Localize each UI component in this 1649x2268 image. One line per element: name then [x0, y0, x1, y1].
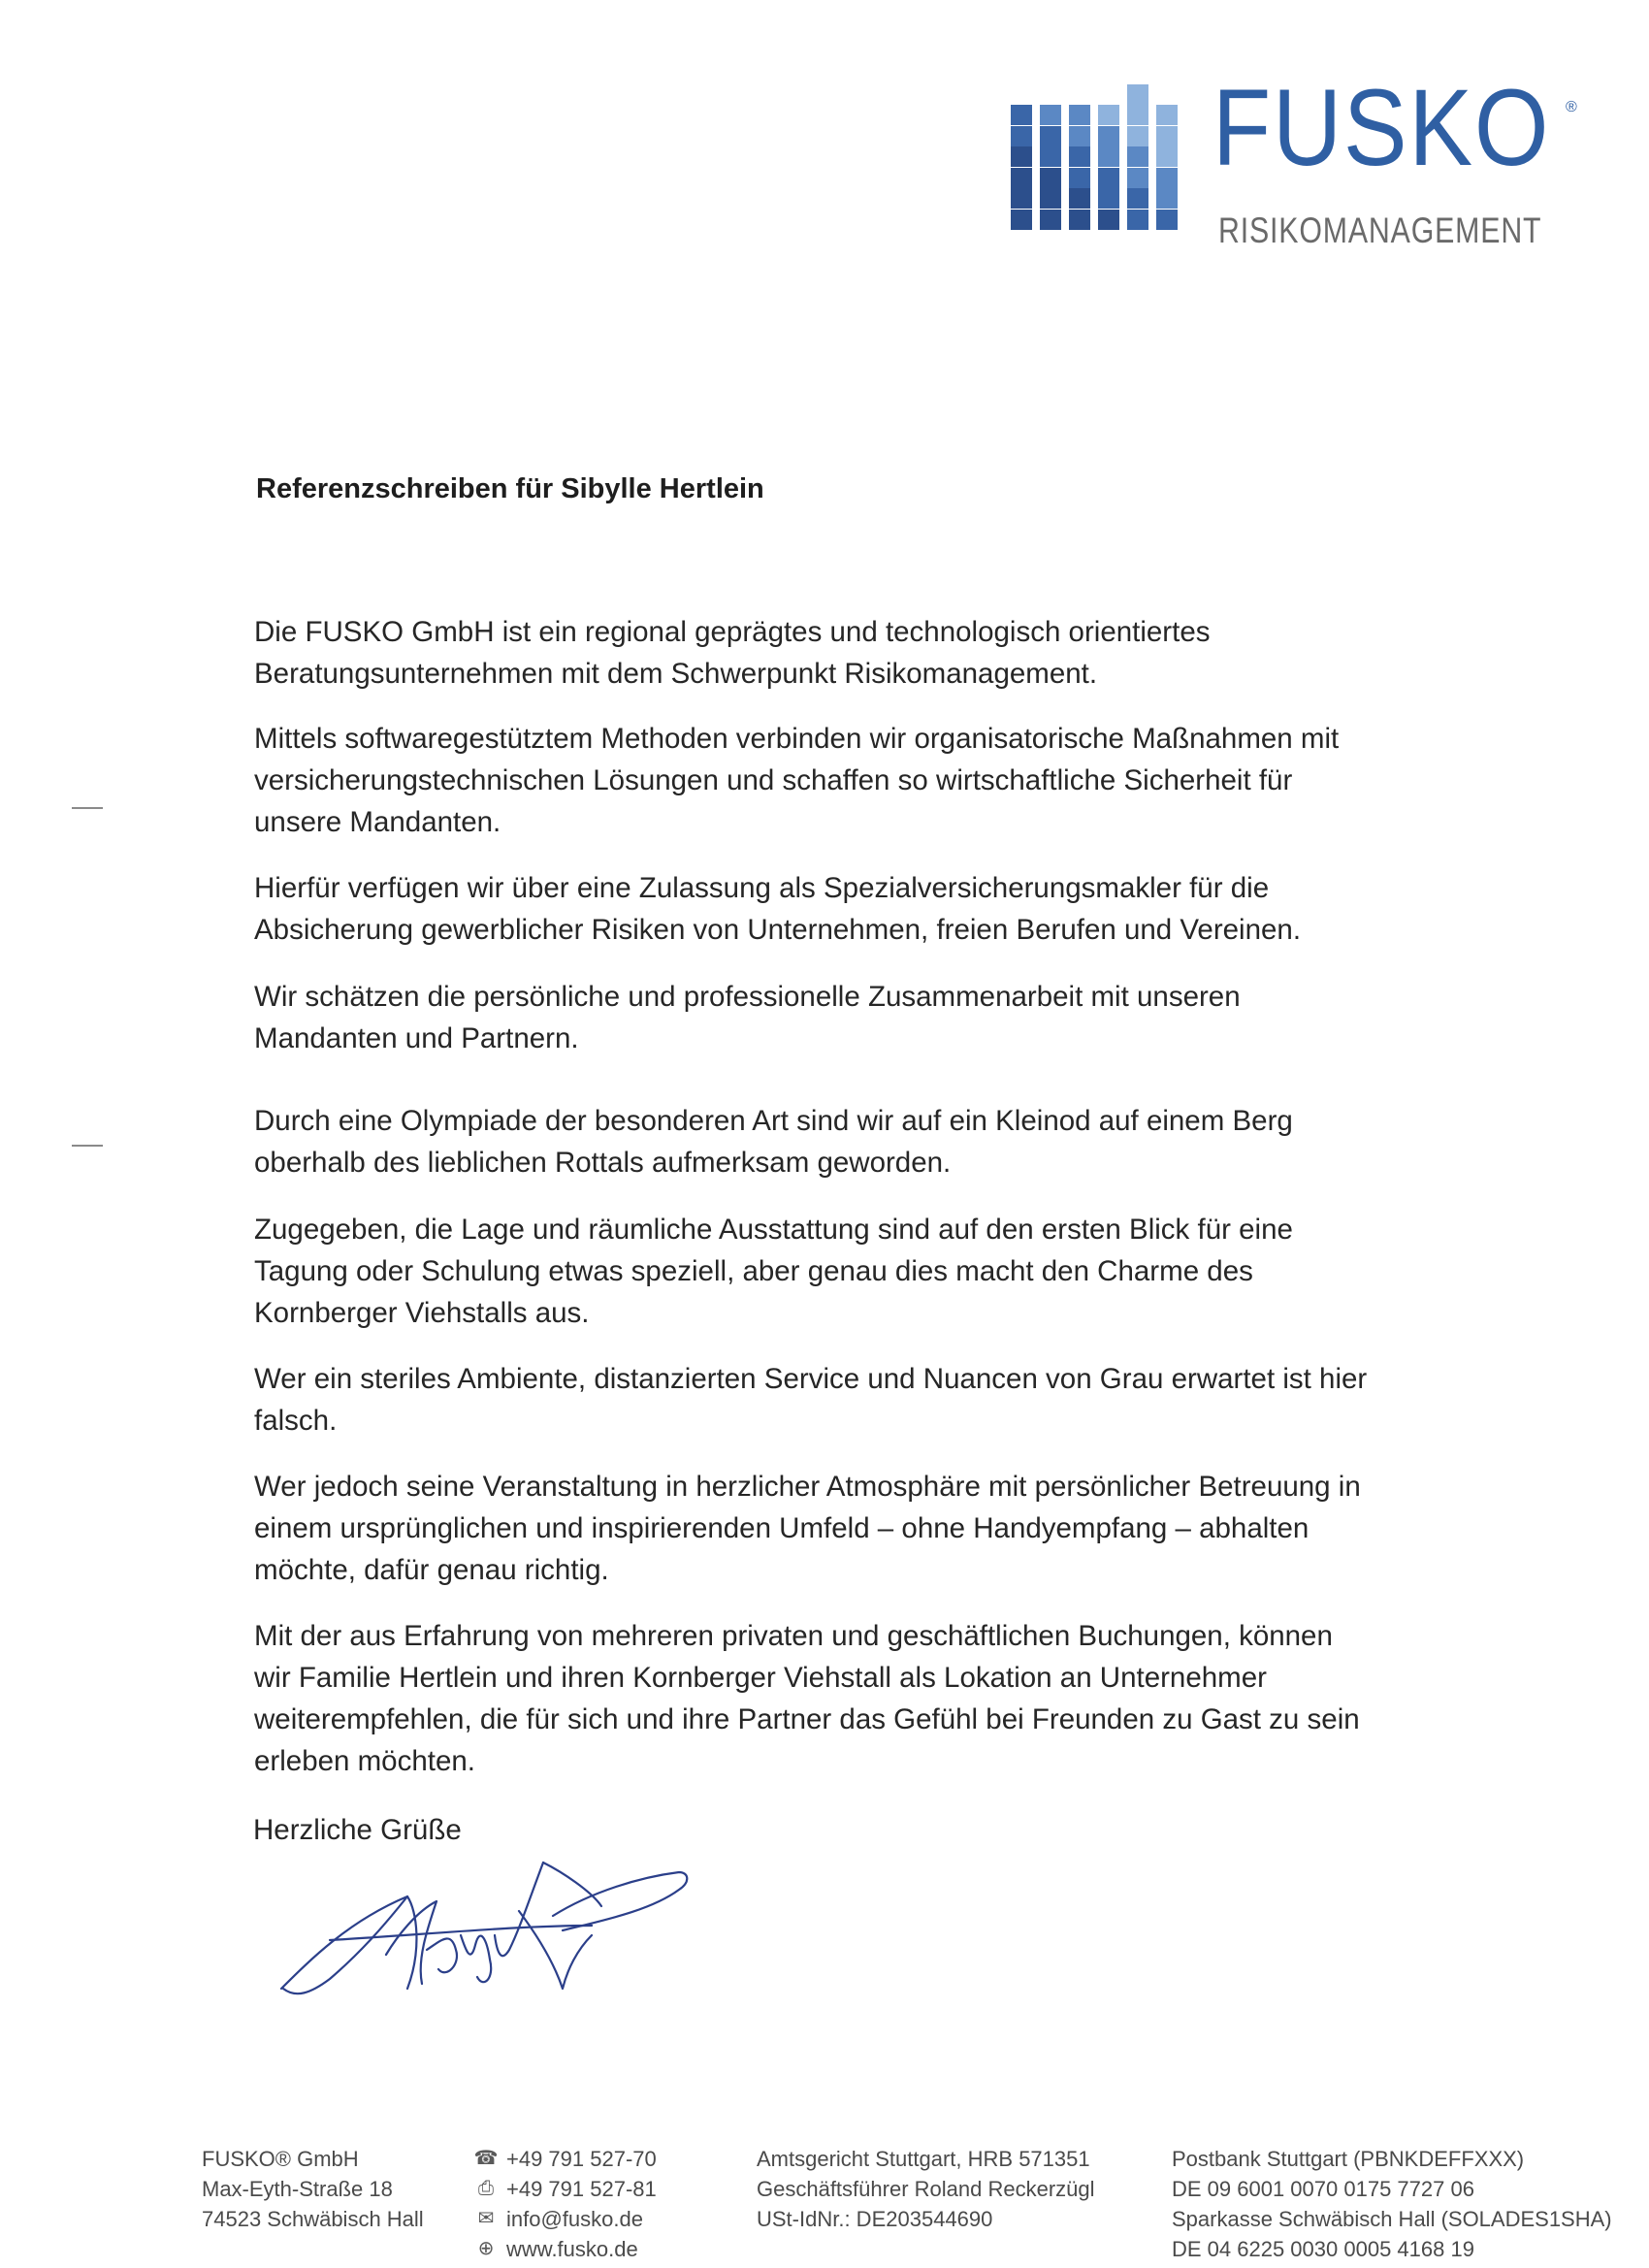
handwritten-signature [272, 1843, 698, 2018]
logo-square [1098, 146, 1119, 167]
punch-mark [72, 1145, 103, 1147]
logo-square [1156, 168, 1178, 188]
logo-square [1011, 146, 1032, 167]
paragraph: Wir schätzen die persönliche und professionelle Zusammenarbeit mit unseren Mandanten und Partnern. [254, 981, 1241, 1054]
logo-square [1011, 188, 1032, 209]
bank-1-name: Postbank Stuttgart (PBNKDEFFXXX) [1172, 2147, 1525, 2171]
logo-square [1098, 168, 1119, 188]
contact-email [471, 2204, 657, 2234]
company-name: FUSKO® GmbH [202, 2147, 359, 2171]
logo-registered-mark: ® [1566, 99, 1577, 115]
website: www.fusko.de [506, 2237, 638, 2261]
footer-contact [471, 2144, 657, 2264]
phone-icon: ☎ [473, 2148, 499, 2169]
logo-square [1040, 105, 1061, 125]
logo-square [1069, 146, 1090, 167]
paragraph: Wer ein steriles Ambiente, distanzierten Service und Nuancen von Grau erwartet ist hier falsch. [254, 1363, 1368, 1437]
logo-square [1069, 105, 1090, 125]
managing-director: Geschäftsführer Roland Reckerzügl [757, 2177, 1095, 2201]
logo-square [1127, 126, 1148, 146]
logo-square [1011, 105, 1032, 125]
logo-square [1127, 146, 1148, 167]
logo-square [1098, 210, 1119, 230]
logo-square [1069, 210, 1090, 230]
logo-square [1156, 126, 1178, 146]
company-city: 74523 Schwäbisch Hall [202, 2207, 424, 2231]
bank-2-iban: DE 04 6225 0030 0005 4168 19 [1172, 2237, 1474, 2261]
paragraph: Mit der aus Erfahrung von mehreren privaten und geschäftlichen Buchungen, können wir Familie Hertlein und ihren Kornberger Viehstall als Lokation an Unternehmer weiterempfehlen, die für sich und ihre Partner das Gefühl bei Freunden zu Gast zu sein erleben möchten. [254, 1620, 1360, 1777]
logo-square [1040, 210, 1061, 230]
mail-icon: ✉ [477, 2208, 495, 2229]
register-court: Amtsgericht Stuttgart, HRB 571351 [757, 2147, 1090, 2171]
logo-square [1127, 105, 1148, 125]
fax-icon: ⎙ [478, 2178, 494, 2199]
logo-square [1040, 188, 1061, 209]
contact-web [471, 2234, 657, 2264]
logo-square [1069, 126, 1090, 146]
logo-square [1156, 105, 1178, 125]
paragraph: Die FUSKO GmbH ist ein regional geprägtes und technologisch orientiertes Beratungsunternehmen mit dem Schwerpunkt Risikomanagement. [254, 616, 1211, 690]
paragraph: Zugegeben, die Lage und räumliche Ausstattung sind auf den ersten Blick für eine Tagung oder Schulung etwas speziell, aber genau dies macht den Charme des Kornberger Viehstalls aus. [254, 1214, 1293, 1329]
logo-square [1011, 168, 1032, 188]
bank-2-name: Sparkasse Schwäbisch Hall (SOLADES1SHA) [1172, 2207, 1612, 2231]
logo-square [1127, 84, 1148, 105]
footer-legal [757, 2144, 1095, 2234]
paragraph: Hierfür verfügen wir über eine Zulassung als Spezialversicherungsmakler für die Absicherung gewerblicher Risiken von Unternehmen, freien Berufen und Vereinen. [254, 872, 1302, 946]
logo-tagline: RISIKOMANAGEMENT [1218, 211, 1542, 250]
logo-square [1156, 188, 1178, 209]
logo-wordmark: FUSKO [1212, 67, 1551, 188]
phone-number: +49 791 527-70 [506, 2147, 657, 2171]
fax-number: +49 791 527-81 [506, 2177, 657, 2201]
logo-square [1098, 188, 1119, 209]
logo-square [1040, 168, 1061, 188]
logo-square [1011, 126, 1032, 146]
footer-company [202, 2144, 424, 2234]
fusko-logo [1011, 67, 1593, 279]
bank-1-iban: DE 09 6001 0070 0175 7727 06 [1172, 2177, 1474, 2201]
logo-square [1040, 146, 1061, 167]
paragraph: Mittels softwaregestütztem Methoden verbinden wir organisatorische Maßnahmen mit versicherungstechnischen Lösungen und schaffen so wirtschaftliche Sicherheit für unsere Mandanten. [254, 723, 1340, 838]
logo-square [1098, 105, 1119, 125]
logo-square [1069, 168, 1090, 188]
logo-square [1127, 168, 1148, 188]
letter-subject: Referenzschreiben für Sibylle Hertlein [256, 473, 764, 504]
closing-greeting: Herzliche Grüße [253, 1814, 462, 1846]
logo-grid-icon [1011, 85, 1205, 279]
fold-mark [72, 807, 103, 809]
email-address: info@fusko.de [506, 2207, 643, 2231]
company-street: Max-Eyth-Straße 18 [202, 2177, 393, 2201]
logo-square [1127, 210, 1148, 230]
letter-body [254, 611, 1515, 1782]
logo-square [1156, 210, 1178, 230]
footer-bank [1172, 2144, 1612, 2264]
vat-id: USt-IdNr.: DE203544690 [757, 2207, 993, 2231]
logo-square [1156, 146, 1178, 167]
paragraph: Wer jedoch seine Veranstaltung in herzlicher Atmosphäre mit persönlicher Betreuung in einem ursprünglichen und inspirierenden Umfeld – ohne Handyempfang – abhalten möchte, dafür genau richtig. [254, 1471, 1361, 1586]
logo-square [1040, 126, 1061, 146]
contact-fax [471, 2174, 657, 2204]
logo-square [1069, 188, 1090, 209]
globe-icon: ⊕ [477, 2238, 495, 2259]
contact-phone [471, 2144, 657, 2174]
logo-square [1098, 126, 1119, 146]
paragraph: Durch eine Olympiade der besonderen Art sind wir auf ein Kleinod auf einem Berg oberhalb des lieblichen Rottals aufmerksam geworden. [254, 1105, 1293, 1179]
logo-square [1011, 210, 1032, 230]
logo-square [1127, 188, 1148, 209]
